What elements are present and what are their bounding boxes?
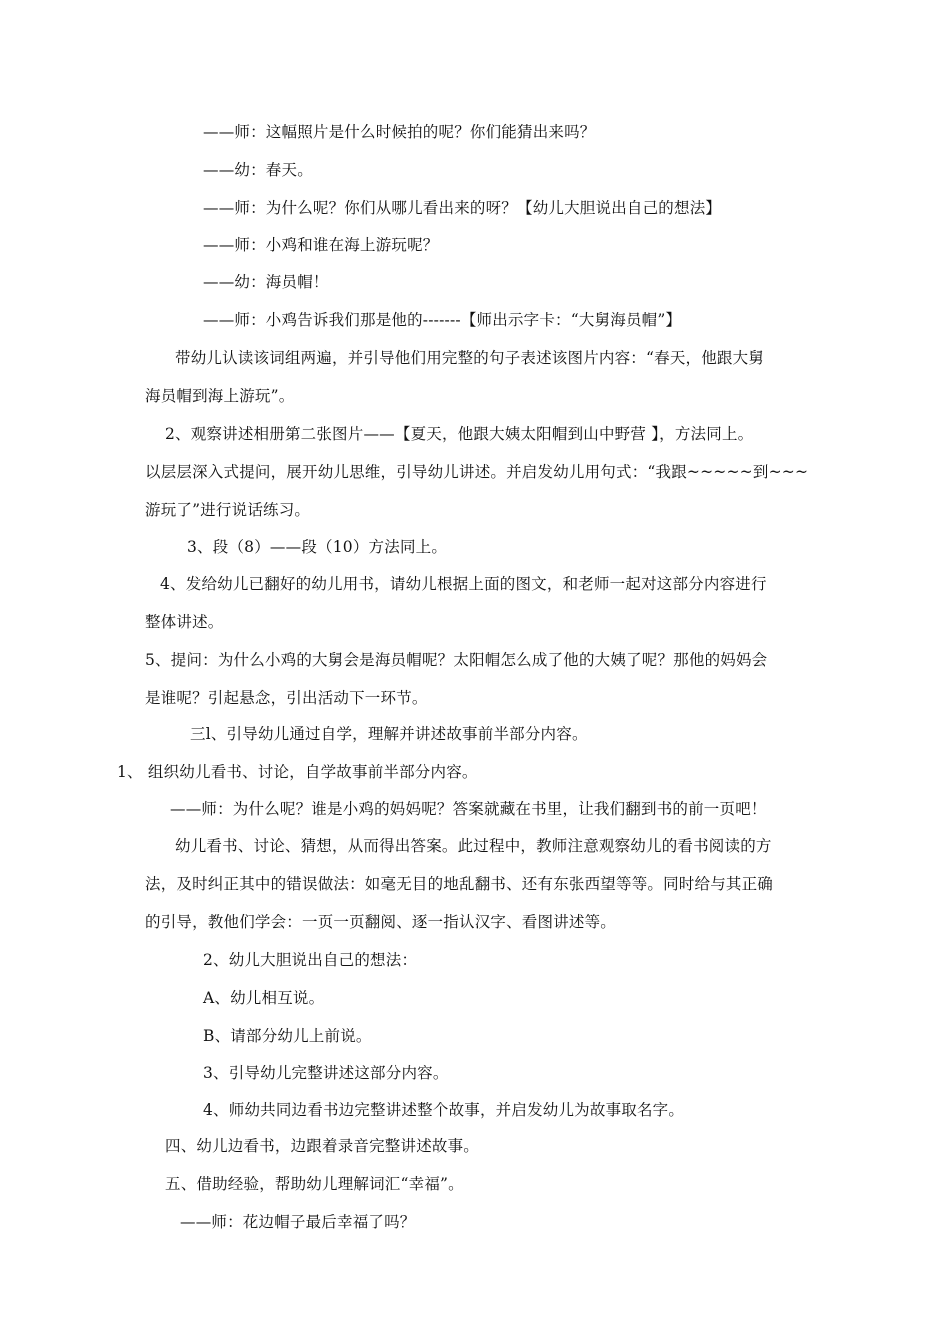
paragraph-line: 是谁呢？引起悬念，引出活动下一环节。 bbox=[145, 689, 428, 707]
paragraph-line: 带幼儿认读该词组两遍，并引导他们用完整的句子表述该图片内容：“春天，他跟大舅 bbox=[175, 349, 765, 367]
dialogue-line: ——师：小鸡告诉我们那是他的-------【师出示字卡：“大舅海员帽”】 bbox=[203, 311, 682, 329]
step-line: 4、师幼共同边看书边完整讲述整个故事，并启发幼儿为故事取名字。 bbox=[203, 1101, 685, 1119]
dialogue-line: ——师：这幅照片是什么时候拍的呢？你们能猜出来吗？ bbox=[203, 123, 596, 141]
step-line: 3、引导幼儿完整讲述这部分内容。 bbox=[203, 1064, 449, 1082]
paragraph-line: 幼儿看书、讨论、猜想，从而得出答案。此过程中，教师注意观察幼儿的看书阅读的方 bbox=[175, 837, 772, 855]
step-line: 2、观察讲述相册第二张图片——【夏天，他跟大姨太阳帽到山中野营 】，方法同上。 bbox=[165, 425, 754, 443]
step-line: B、请部分幼儿上前说。 bbox=[203, 1027, 372, 1045]
step-line: 2、幼儿大胆说出自己的想法： bbox=[203, 951, 418, 969]
paragraph-line: 的引导，教他们学会：一页一页翻阅、逐一指认汉字、看图讲述等。 bbox=[145, 913, 617, 931]
step-line: 5、提问：为什么小鸡的大舅会是海员帽呢？太阳帽怎么成了他的大姨了呢？那他的妈妈会 bbox=[145, 651, 768, 669]
dialogue-line: ——师：花边帽子最后幸福了吗？ bbox=[180, 1213, 416, 1231]
step-line: A、幼儿相互说。 bbox=[203, 989, 325, 1007]
paragraph-line: 以层层深入式提问，展开幼儿思维，引导幼儿讲述。并启发幼儿用句式：“我跟~~~~~到~~~ bbox=[145, 463, 809, 481]
dialogue-line: ——师：为什么呢？你们从哪儿看出来的呀？【幼儿大胆说出自己的想法】 bbox=[203, 199, 722, 217]
section-heading: 三l、引导幼儿通过自学，理解并讲述故事前半部分内容。 bbox=[190, 725, 588, 743]
dialogue-line: ——师：小鸡和谁在海上游玩呢？ bbox=[203, 236, 439, 254]
section-heading: 四、幼儿边看书，边跟着录音完整讲述故事。 bbox=[165, 1137, 480, 1155]
section-heading: 五、借助经验，帮助幼儿理解词汇“幸福”。 bbox=[165, 1175, 464, 1193]
paragraph-line: 游玩了”进行说话练习。 bbox=[145, 501, 311, 519]
dialogue-line: ——幼：春天。 bbox=[203, 161, 313, 179]
step-line: 1、 组织幼儿看书、讨论，自学故事前半部分内容。 bbox=[117, 763, 478, 781]
paragraph-line: 海员帽到海上游玩”。 bbox=[145, 387, 295, 405]
step-line: 4、发给幼儿已翻好的幼儿用书，请幼儿根据上面的图文，和老师一起对这部分内容进行 bbox=[160, 575, 767, 593]
dialogue-line: ——幼：海员帽！ bbox=[203, 273, 329, 291]
paragraph-line: 法，及时纠正其中的错误做法：如毫无目的地乱翻书、还有东张西望等等。同时给与其正确 bbox=[145, 875, 774, 893]
step-line: 3、段（8）——段（10）方法同上。 bbox=[187, 538, 448, 556]
paragraph-line: 整体讲述。 bbox=[145, 613, 224, 631]
dialogue-line: ——师：为什么呢？谁是小鸡的妈妈呢？答案就藏在书里，让我们翻到书的前一页吧！ bbox=[170, 800, 767, 818]
